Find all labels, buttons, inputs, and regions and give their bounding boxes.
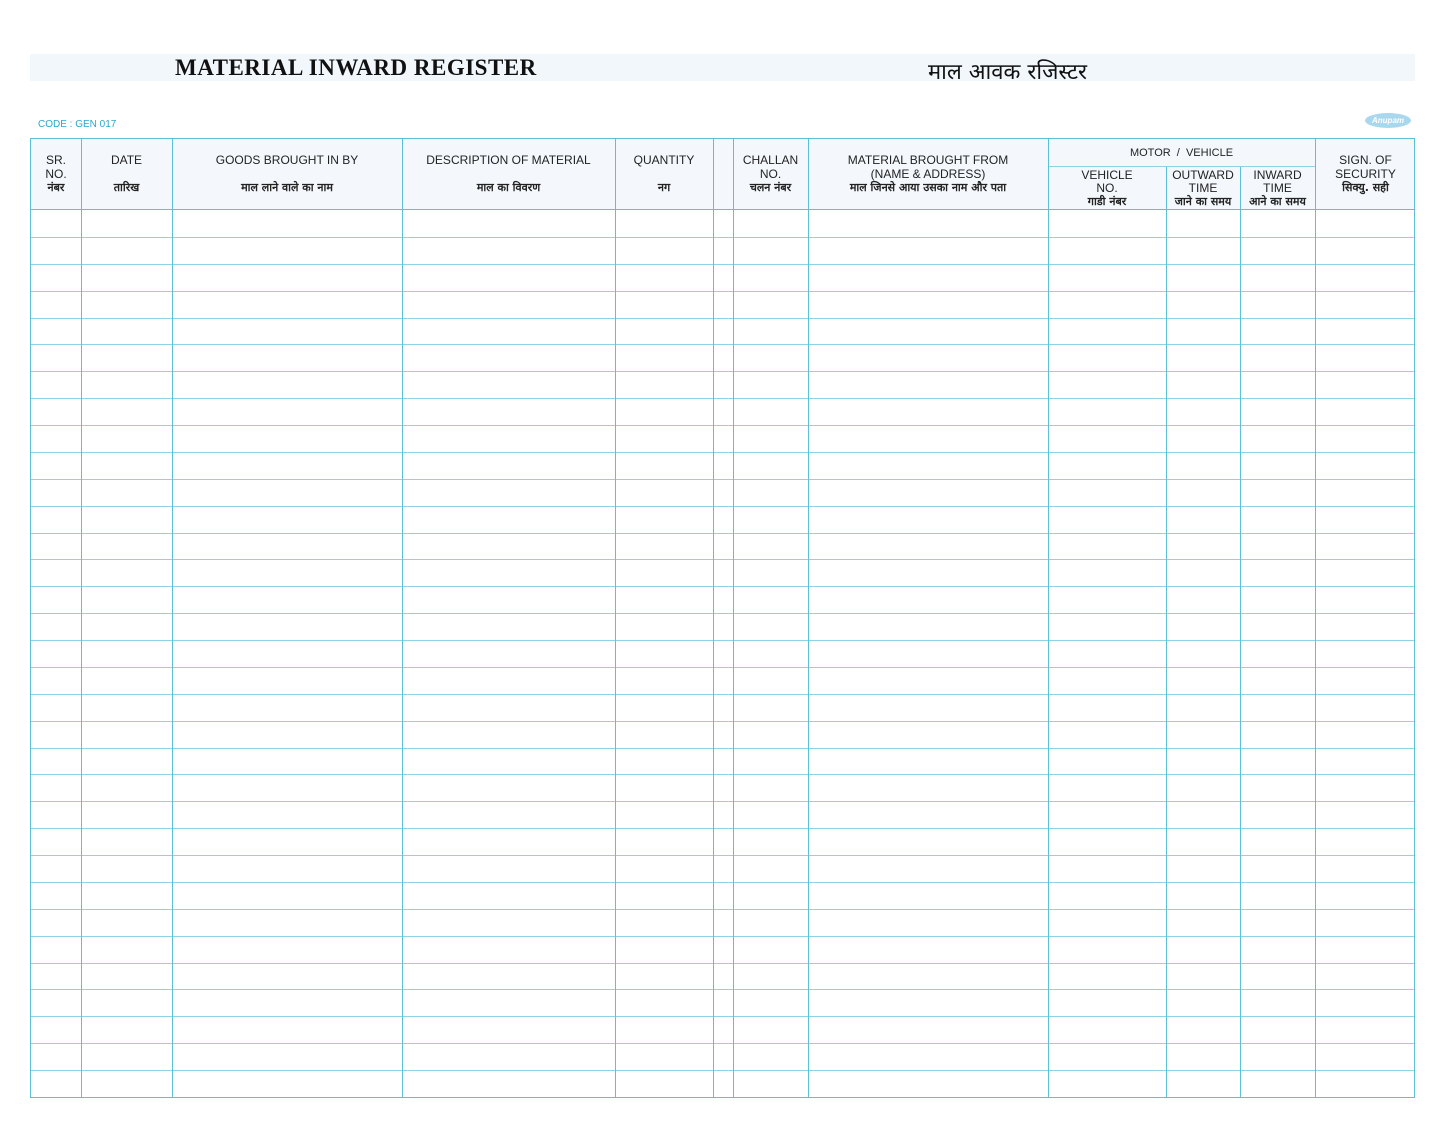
col-sign-label: SIGN. OF SECURITY [1335, 153, 1396, 181]
row-rule [31, 855, 1414, 856]
col-quantity-label: QUANTITY [633, 153, 695, 167]
row-rule [31, 936, 1414, 937]
row-rule [31, 237, 1414, 238]
row-rule [31, 371, 1414, 372]
register-table [30, 138, 1415, 1098]
col-date [81, 139, 172, 209]
col-from [808, 139, 1048, 209]
row-rule [31, 1043, 1414, 1044]
col-outward-hindi: जाने का समय [1174, 194, 1232, 208]
col-description-label: DESCRIPTION OF MATERIAL [426, 153, 591, 167]
column-divider [81, 139, 82, 1097]
column-divider [1166, 167, 1167, 1097]
row-rule [31, 989, 1414, 990]
title-english: MATERIAL INWARD REGISTER [175, 55, 537, 80]
col-vehicle-no [1048, 167, 1166, 209]
title-hindi: माल आवक रजिस्टर [928, 60, 1088, 85]
row-rule [31, 721, 1414, 722]
row-rule [31, 667, 1414, 668]
row-rule [31, 344, 1414, 345]
row-rule [31, 640, 1414, 641]
row-rule [31, 452, 1414, 453]
row-rule [31, 533, 1414, 534]
col-description [402, 139, 615, 209]
row-rule [31, 1070, 1414, 1071]
row-rule [31, 291, 1414, 292]
col-vehicle-no-label: VEHICLE NO. [1081, 167, 1133, 195]
row-rule [31, 506, 1414, 507]
col-motor-label: MOTOR / VEHICLE [1129, 146, 1234, 159]
brand-logo: Anupam [1365, 113, 1411, 128]
column-divider [713, 139, 714, 1097]
col-goods-by-label: GOODS BROUGHT IN BY [215, 153, 359, 167]
col-from-label: MATERIAL BROUGHT FROM [847, 153, 1009, 167]
col-inward-label: INWARD TIME [1253, 167, 1302, 195]
col-inward-hindi: आने का समय [1249, 194, 1306, 208]
column-divider [172, 139, 173, 1097]
row-rule [31, 801, 1414, 802]
row-rule [31, 1016, 1414, 1017]
col-challan-label: CHALLAN NO. [742, 153, 799, 181]
row-rule [31, 425, 1414, 426]
col-description-hindi: माल का विवरण [476, 181, 541, 194]
col-challan [733, 139, 808, 209]
column-divider [1240, 167, 1241, 1097]
column-divider [733, 139, 734, 1097]
row-rule [31, 398, 1414, 399]
column-divider [615, 139, 616, 1097]
col-challan-hindi: चलन नंबर [749, 181, 792, 194]
row-rule [31, 694, 1414, 695]
col-motor-vehicle [1048, 139, 1315, 166]
row-rule [31, 264, 1414, 265]
row-rule [31, 479, 1414, 480]
col-date-hindi: तारिख [113, 181, 140, 194]
col-quantity-hindi: नग [657, 181, 671, 194]
form-code: CODE : GEN 017 [38, 119, 117, 130]
col-sign-security [1315, 139, 1416, 209]
col-sr-label: SR. NO. [45, 153, 67, 181]
row-rule [31, 586, 1414, 587]
row-rule [31, 613, 1414, 614]
row-rule [31, 774, 1414, 775]
col-inward-time [1240, 167, 1315, 209]
col-sign-hindi: सिक्यु. सही [1342, 181, 1389, 194]
row-rule [31, 559, 1414, 560]
col-outward-label: OUTWARD TIME [1172, 167, 1234, 195]
column-divider [402, 139, 403, 1097]
row-rule [31, 882, 1414, 883]
col-date-label: DATE [110, 153, 143, 167]
row-rule [31, 963, 1414, 964]
col-quantity [615, 139, 713, 209]
col-sr [31, 139, 81, 209]
col-from-hindi: माल जिनसे आया उसका नाम और पता [849, 181, 1007, 194]
row-rule [31, 828, 1414, 829]
row-rule [31, 748, 1414, 749]
row-rule [31, 909, 1414, 910]
col-goods-by-hindi: माल लाने वाले का नाम [241, 181, 333, 194]
row-rule [31, 318, 1414, 319]
column-divider [1048, 139, 1049, 1097]
column-divider [1315, 139, 1316, 1097]
col-outward-time [1166, 167, 1240, 209]
col-from-sublabel: (NAME & ADDRESS) [870, 167, 986, 181]
column-divider [808, 139, 809, 1097]
col-sr-hindi: नंबर [47, 181, 65, 194]
col-vehicle-no-hindi: गाडी नंबर [1087, 194, 1127, 208]
col-goods-by [172, 139, 402, 209]
